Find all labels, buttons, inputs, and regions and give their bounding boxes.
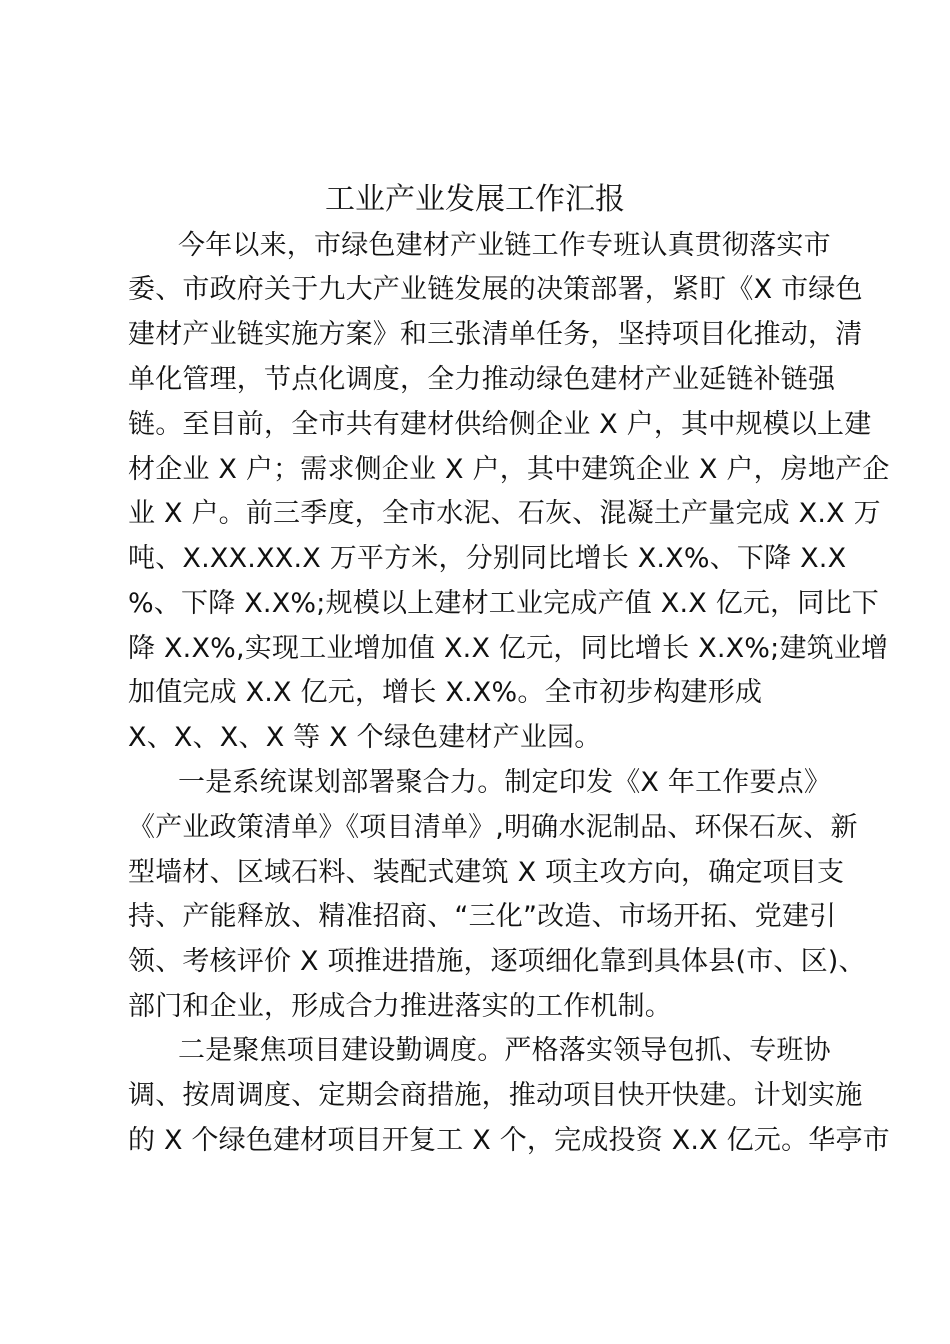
paragraph-line: 《产业政策清单》《项目清单》,明确水泥制品、环保石灰、新 xyxy=(128,812,858,843)
paragraph-line: 今年以来，市绿色建材产业链工作专班认真贯彻落实市 xyxy=(178,230,831,261)
paragraph-line: 材企业 X 户；需求侧企业 X 户，其中建筑企业 X 户，房地产企 xyxy=(128,454,890,485)
paragraph-line: 一是系统谋划部署聚合力。制定印发《X 年工作要点》 xyxy=(178,767,832,798)
paragraph-line: X、X、X、X 等 X 个绿色建材产业园。 xyxy=(128,722,602,753)
paragraph-line: 部门和企业，形成合力推进落实的工作机制。 xyxy=(128,991,672,1022)
paragraph-line: 型墙材、区域石料、装配式建筑 X 项主攻方向，确定项目支 xyxy=(128,857,845,888)
paragraph-line: 降 X.X%,实现工业增加值 X.X 亿元，同比增长 X.X%;建筑业增 xyxy=(128,633,889,664)
paragraph-line: 持、产能释放、精准招商、“三化”改造、市场开拓、党建引 xyxy=(128,901,837,932)
paragraph-line: 链。至目前，全市共有建材供给侧企业 X 户，其中规模以上建 xyxy=(128,409,872,440)
paragraph-line: 调、按周调度、定期会商措施，推动项目快开快建。计划实施 xyxy=(128,1080,863,1111)
paragraph-line: 领、考核评价 X 项推进措施，逐项细化靠到具体县(市、区)、 xyxy=(128,946,866,977)
paragraph-line: 加值完成 X.X 亿元，增长 X.X%。全市初步构建形成 xyxy=(128,677,763,708)
paragraph-line: 委、市政府关于九大产业链发展的决策部署，紧盯《X 市绿色 xyxy=(128,274,863,305)
paragraph-line: 吨、X.XX.XX.X 万平方米，分别同比增长 X.X%、下降 X.X xyxy=(128,543,847,574)
paragraph-line: 二是聚焦项目建设勤调度。严格落实领导包抓、专班协 xyxy=(178,1035,831,1066)
paragraph-line: 建材产业链实施方案》和三张清单任务，坚持项目化推动，清 xyxy=(128,319,863,350)
paragraph-line: 业 X 户。前三季度，全市水泥、石灰、混凝土产量完成 X.X 万 xyxy=(128,498,881,529)
document-title: 工业产业发展工作汇报 xyxy=(325,182,625,217)
paragraph-line: 的 X 个绿色建材项目开复工 X 个，完成投资 X.X 亿元。华亭市 xyxy=(128,1125,890,1156)
paragraph-line: 单化管理，节点化调度，全力推动绿色建材产业延链补链强 xyxy=(128,364,836,395)
paragraph-line: %、下降 X.X%;规模以上建材工业完成产值 X.X 亿元，同比下 xyxy=(128,588,879,619)
